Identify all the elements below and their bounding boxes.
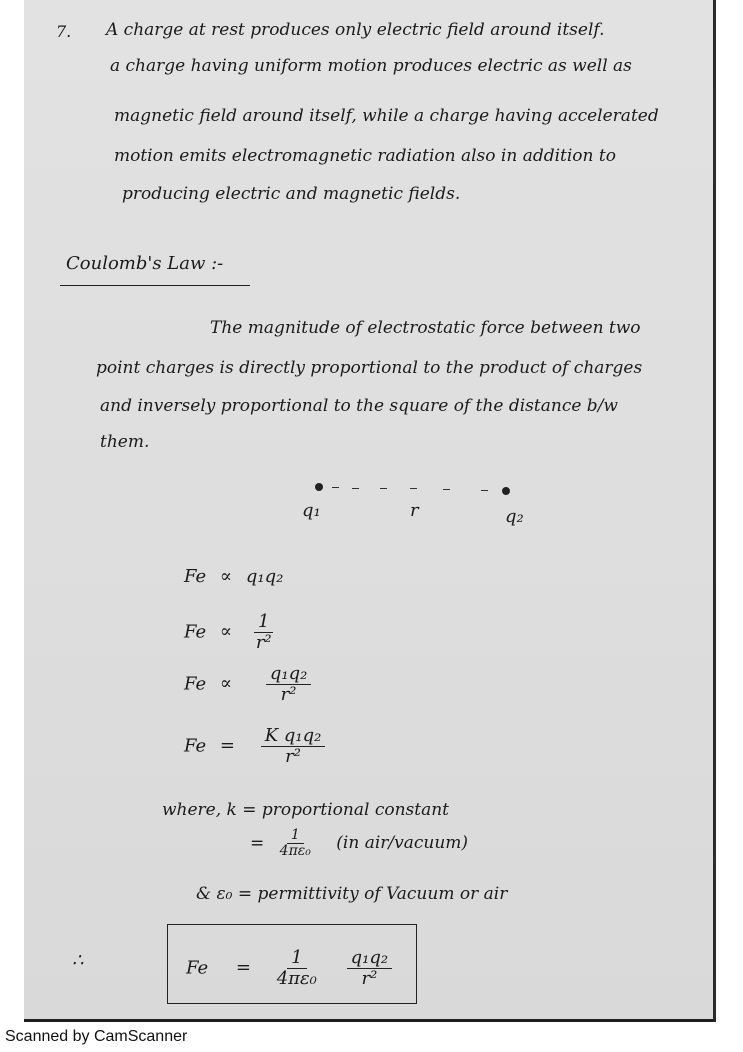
final-formula (186, 948, 398, 989)
k-den: 4πε₀ (279, 843, 311, 860)
where-medium-note: (in air/vacuum) (336, 833, 469, 854)
where-line-3: & ε₀ = permittivity of Vacuum or air (196, 884, 508, 904)
where-eq-sign: = (250, 833, 265, 854)
eq2-fraction (252, 612, 276, 653)
dash (352, 488, 359, 489)
eq1-lhs: Fe (184, 566, 207, 587)
paragraph-line-1: A charge at rest produces only electric field around itself. (106, 20, 605, 40)
therefore-symbol: ∴ (72, 950, 84, 971)
eq3-fraction (266, 664, 311, 705)
eq3-op: ∝ (219, 673, 233, 695)
eq2-op: ∝ (219, 621, 233, 643)
final-op: = (235, 957, 251, 979)
scanner-watermark: Scanned by CamScanner (5, 1028, 188, 1045)
charge-1-label: q₁ (302, 500, 321, 521)
final-fraction-2 (347, 948, 392, 989)
paragraph-line-3: magnetic field around itself, while a charge having accelerated (114, 106, 659, 126)
eq4-den: r² (285, 745, 301, 767)
final-num2: q₁q₂ (347, 948, 392, 969)
definition-line-3: and inversely proportional to the square of the distance b/w (100, 396, 618, 416)
eq3-num: q₁q₂ (266, 664, 311, 685)
dash (481, 490, 488, 491)
eq4-op: = (219, 735, 235, 757)
paragraph-line-2: a charge having uniform motion produces electric as well as (110, 56, 632, 76)
k-fraction (276, 828, 315, 860)
charge-2-label: q₂ (505, 506, 524, 527)
dash (410, 488, 417, 489)
charge-1-dot (315, 483, 323, 491)
dash (443, 489, 450, 490)
where-line-2 (250, 828, 468, 860)
eq4-fraction (261, 726, 326, 767)
definition-line-2: point charges is directly proportional to the product of charges (96, 358, 643, 378)
heading-underline (60, 285, 250, 286)
charge-2-dot (502, 487, 510, 495)
dash (380, 488, 387, 489)
eq1-rhs: q₁q₂ (245, 566, 284, 587)
paragraph-line-5: producing electric and magnetic fields. (122, 184, 461, 204)
final-num1: 1 (287, 948, 306, 969)
distance-label: r (410, 500, 419, 521)
item-number: 7. (56, 22, 72, 41)
eq1-op: ∝ (219, 566, 233, 587)
paragraph-line-4: motion emits electromagnetic radiation also in addition to (114, 146, 616, 166)
eq2-num: 1 (254, 612, 273, 633)
where-line-1: where, k = proportional constant (162, 800, 449, 820)
equation-1 (184, 566, 283, 587)
eq2-den: r² (255, 631, 272, 653)
definition-line-1: The magnitude of electrostatic force between two (210, 318, 641, 338)
section-heading: Coulomb's Law :- (66, 253, 224, 274)
equation-4 (184, 726, 331, 767)
dash (332, 487, 339, 488)
eq2-lhs: Fe (184, 621, 207, 643)
eq4-num: K q₁q₂ (261, 726, 326, 747)
equation-3 (184, 664, 317, 705)
final-fraction-1 (273, 948, 321, 989)
k-num: 1 (287, 828, 304, 844)
final-den2: r² (361, 967, 378, 989)
eq3-lhs: Fe (184, 673, 207, 695)
final-den1: 4πε₀ (276, 967, 317, 989)
equation-2 (184, 612, 282, 653)
eq4-lhs: Fe (184, 735, 207, 757)
eq3-den: r² (280, 683, 297, 705)
definition-line-4: them. (100, 432, 150, 452)
final-lhs: Fe (186, 957, 209, 979)
